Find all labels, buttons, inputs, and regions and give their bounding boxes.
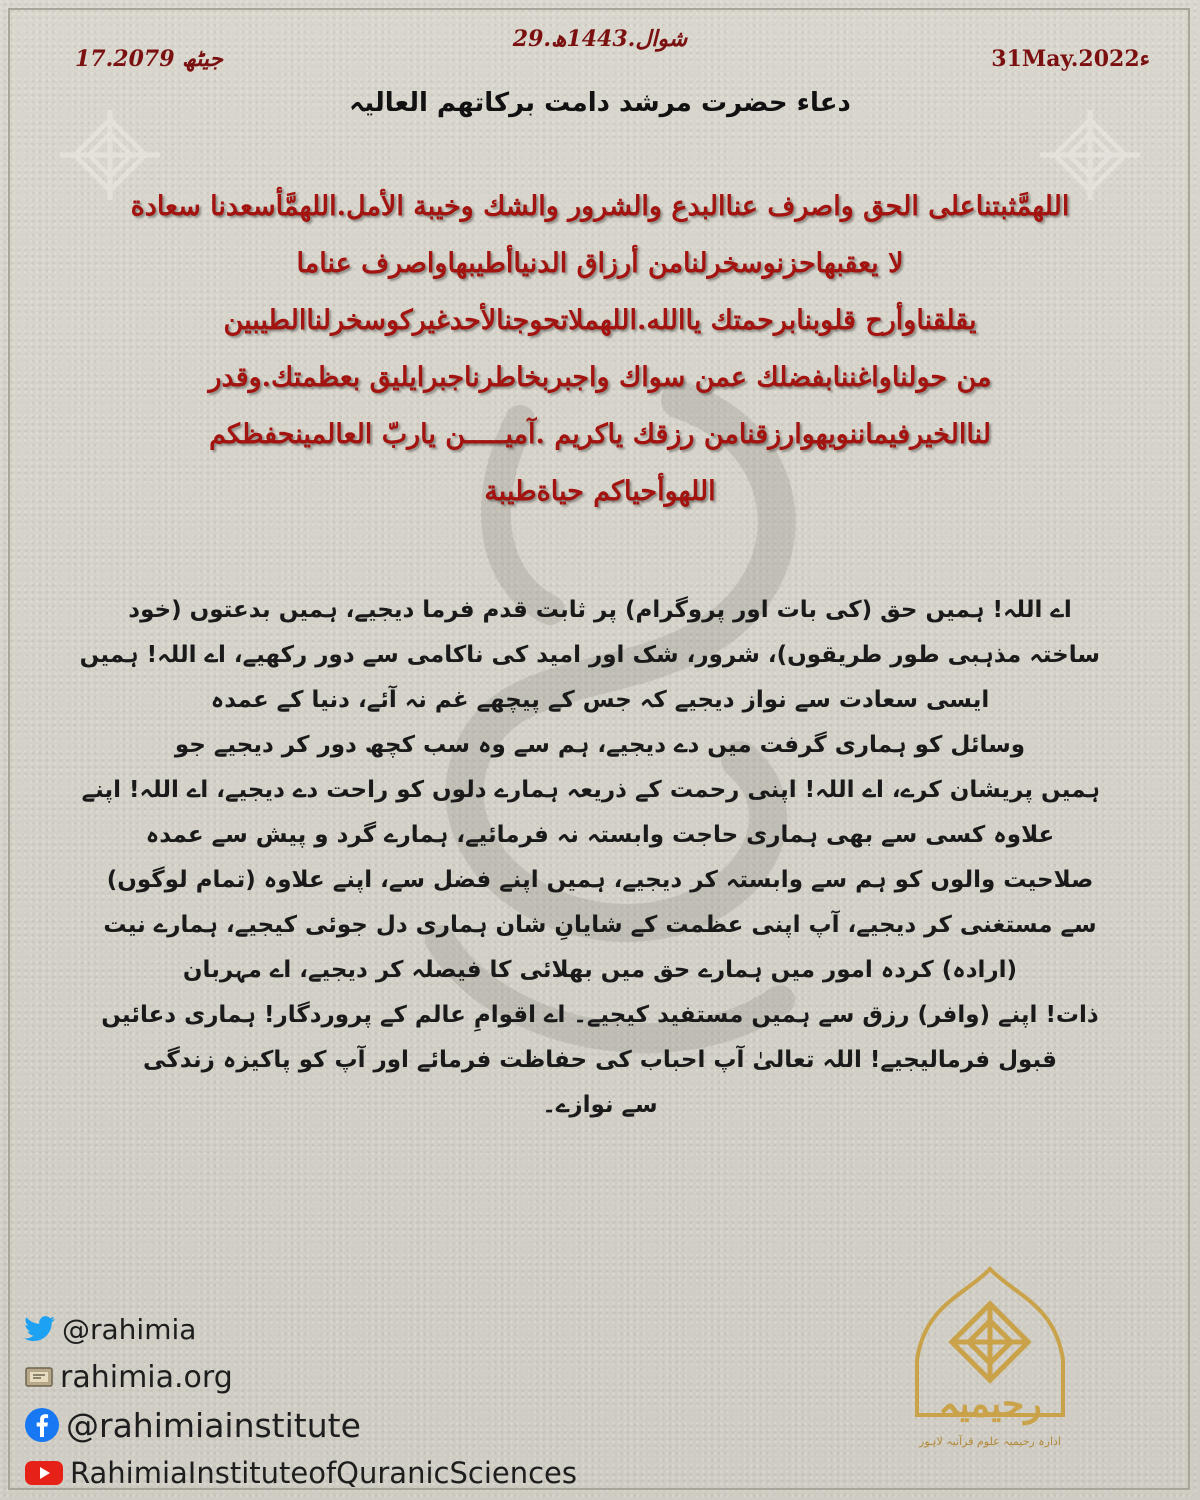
- arabic-line: اللهمَّثبتناعلى الحق واصرف عناالبدع والشرور والشك وخيبة الأمل.اللهمَّأسعدنا سعادة: [130, 191, 1070, 222]
- arabic-line: اللهوأحياكم حياةطيبة: [484, 476, 716, 507]
- urdu-line: قبول فرمالیجیے! اللہ تعالیٰ آپ احباب کی حفاظت فرمائے اور آپ کو پاکیزہ زندگی: [143, 1047, 1057, 1073]
- urdu-line: صلاحیت والوں کو ہم سے وابستہ کر دیجیے، ہمیں اپنے فضل سے، اپنے علاوہ (تمام لوگوں): [106, 867, 1094, 893]
- urdu-translation: [79, 588, 1100, 1128]
- arabic-prayer: [80, 178, 1120, 520]
- arabic-line: من حولناواغننابفضلك عمن سواك واجبربخاطرناجبرايليق بعظمتك.وقدر: [208, 362, 992, 393]
- arabic-line: يقلقناوأرح قلوبنابرحمتك ياالله.اللهملاتحوجنالأحدغيركوسخرلناالطيبين: [223, 305, 977, 336]
- facebook-icon: [24, 1407, 60, 1443]
- facebook-link[interactable]: [24, 1401, 577, 1449]
- youtube-link[interactable]: [24, 1449, 577, 1497]
- twitter-link[interactable]: [24, 1305, 577, 1353]
- urdu-line: ذات! اپنے (وافر) رزق سے ہمیں مستفید کیجیے۔ اے اقوامِ عالم کے پروردگار! ہماری دعائیں: [101, 1002, 1099, 1028]
- youtube-channel: RahimiaInstituteofQuranicSciences: [70, 1456, 577, 1490]
- page-title: دعاء حضرت مرشد دامت برکاتھم العالیہ: [349, 88, 851, 118]
- arabic-line: لناالخيرفيماننويهوارزقنامن رزقك ياكريم .آميـــــن ياربّ العالمينحفظكم: [209, 419, 991, 450]
- logo-name: رحیمیہ: [938, 1383, 1042, 1425]
- hijri-date: 29.شوال.1443ھ: [512, 26, 688, 52]
- urdu-line: سے نوازے۔: [542, 1092, 658, 1118]
- urdu-line: ہمیں پریشان کرے، اے اللہ! اپنی رحمت کے ذریعہ ہمارے دلوں کو راحت دے دیجیے، اے اللہ! اپنے: [81, 777, 1100, 803]
- urdu-line: (ارادہ) کردہ امور میں ہمارے حق میں بھلائی کا فیصلہ کر دیجیے، اے مہربان: [182, 957, 1018, 983]
- twitter-icon: [24, 1315, 56, 1343]
- urdu-line: علاوہ کسی سے بھی ہماری حاجت وابستہ نہ فرمائیے، ہمارے گرد و پیش سے عمدہ: [145, 822, 1055, 848]
- urdu-line: ساختہ مذہبی طور طریقوں)، شرور، شک اور امید کی ناکامی سے دور رکھیے، اے اللہ! ہمیں: [79, 642, 1100, 668]
- twitter-handle: @rahimia: [62, 1312, 197, 1346]
- urdu-line: وسائل کو ہماری گرفت میں دے دیجیے، ہم سے وہ سب کچھ دور کر دیجیے جو: [174, 732, 1026, 758]
- social-links: [24, 1305, 577, 1497]
- urdu-line: ایسی سعادت سے نواز دیجیے کہ جس کے پیچھے غم نہ آئے، دنیا کے عمدہ: [210, 687, 990, 713]
- gregorian-date: 31May.2022ء: [991, 46, 1150, 72]
- urdu-line: سے مستغنی کر دیجیے، آپ اپنی عظمت کے شایانِ شان ہماری دل جوئی کیجیے، ہمارے نیت: [103, 912, 1097, 938]
- bikrami-date: 17.جیٹھ 2079: [75, 46, 223, 72]
- logo-subtitle: ادارہ رحیمیہ علوم قرآنیہ لاہور: [919, 1435, 1061, 1448]
- urdu-line: اے اللہ! ہمیں حق (کی بات اور پروگرام) پر ثابت قدم فرما دیجیے، ہمیں بدعتوں (خود: [128, 597, 1072, 623]
- website-url: rahimia.org: [60, 1359, 233, 1395]
- institute-logo: [905, 1265, 1075, 1470]
- youtube-icon: [24, 1459, 64, 1487]
- facebook-handle: @rahimiainstitute: [66, 1405, 361, 1445]
- web-icon: [24, 1364, 54, 1390]
- website-link[interactable]: [24, 1353, 577, 1401]
- arabic-line: لا يعقبهاحزنوسخرلنامن أرزاق الدنياأطيبهاواصرف عناما: [296, 248, 904, 279]
